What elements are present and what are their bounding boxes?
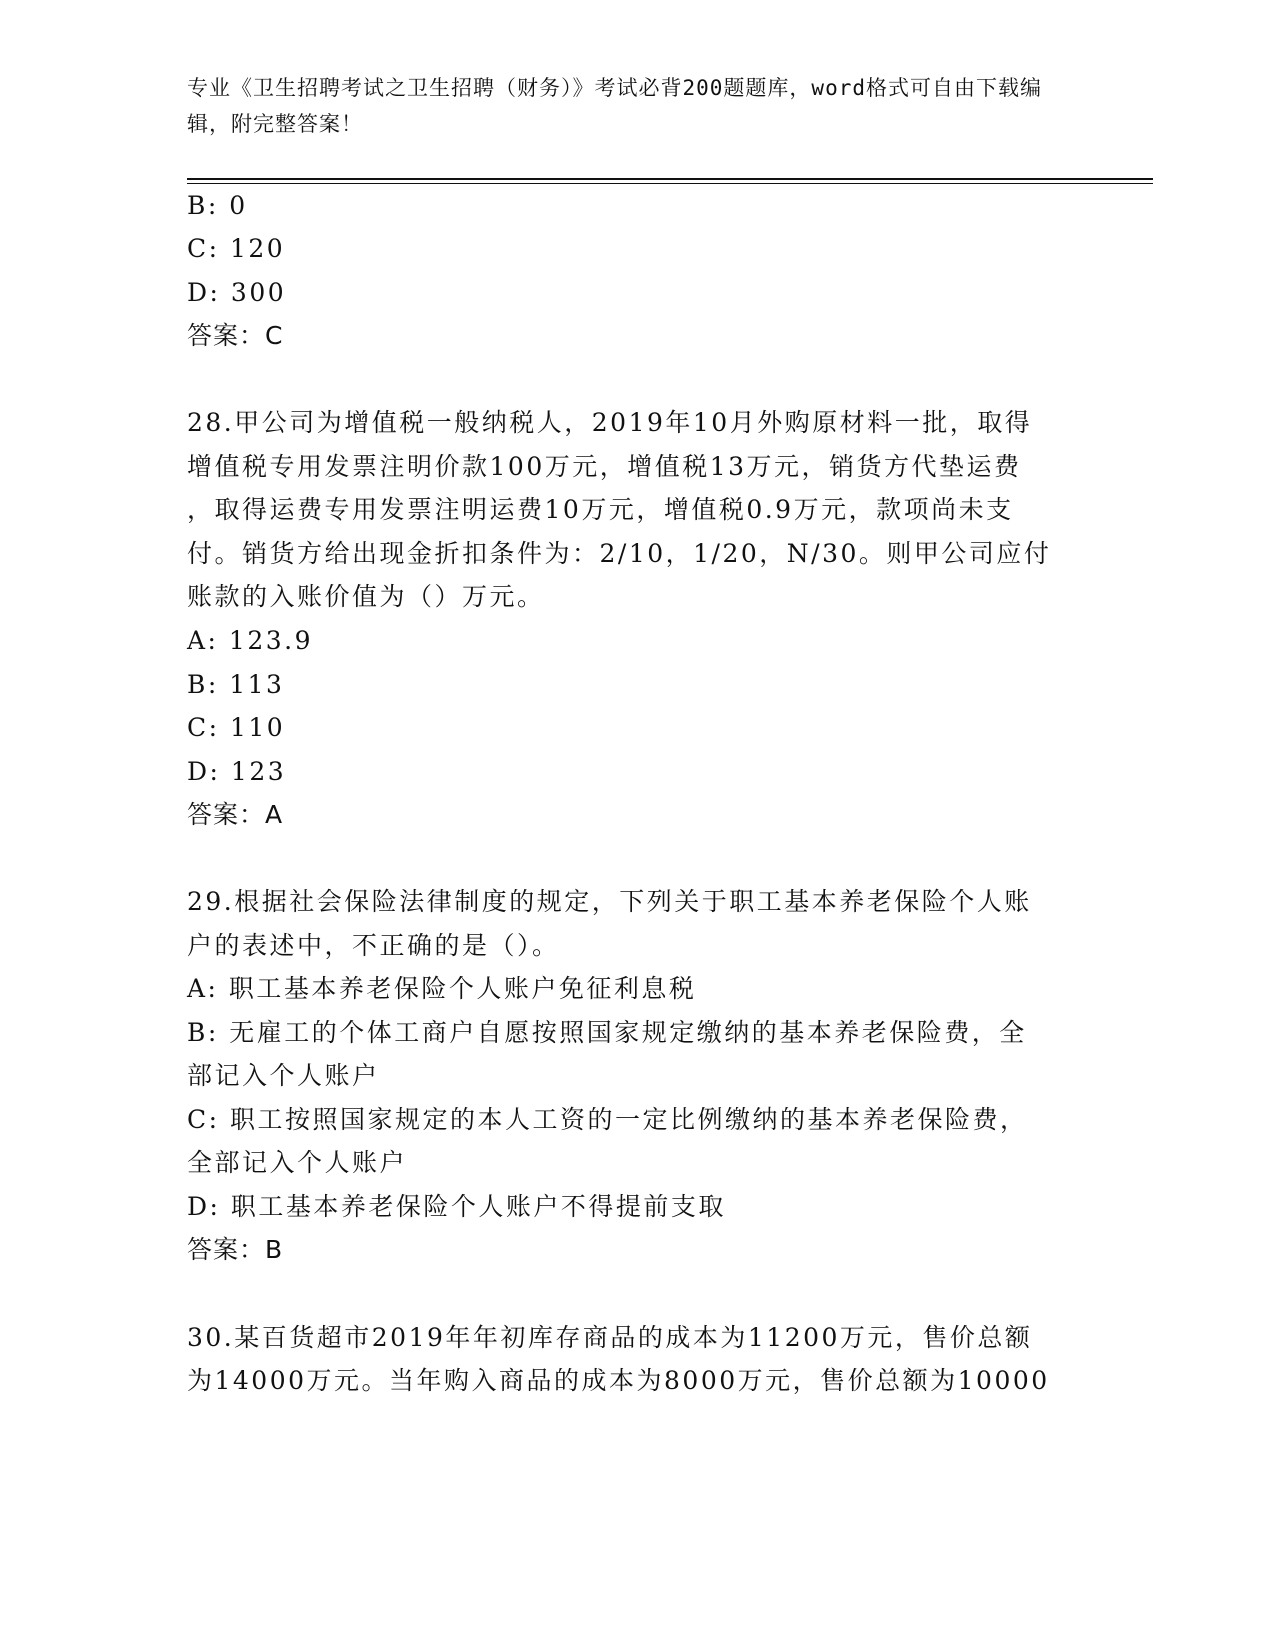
q29-answer: 答案：B: [187, 1235, 284, 1264]
q29-option-a: A: 职工基本养老保险个人账户免征利息税: [187, 974, 697, 1003]
q27-option-b: B: 0: [187, 191, 248, 220]
q28-option-c: C: 110: [187, 713, 286, 742]
q30-stem-line: 为14000万元。当年购入商品的成本为8000万元，售价总额为10000: [187, 1366, 1050, 1395]
header-divider-top: [187, 178, 1153, 180]
q28-stem-line: 账款的入账价值为（）万元。: [187, 582, 545, 611]
q27-option-d: D: 300: [187, 278, 287, 307]
q29-option-d: D: 职工基本养老保险个人账户不得提前支取: [187, 1192, 726, 1221]
q27-option-c: C: 120: [187, 234, 286, 263]
document-header: 专业《卫生招聘考试之卫生招聘（财务）》考试必背200题题库，word格式可自由下载编辑，附完整答案！: [187, 76, 1042, 136]
q29-stem-line: 户的表述中，不正确的是（）。: [187, 931, 560, 960]
q28-stem-line: 增值税专用发票注明价款100万元，增值税13万元，销货方代垫运费: [187, 452, 1022, 481]
header-divider-bottom: [187, 183, 1153, 184]
q28-option-a: A: 123.9: [187, 626, 313, 655]
q29-option-b-cont: 部记入个人账户: [187, 1061, 380, 1090]
q27-answer: 答案：C: [187, 321, 284, 350]
q28-stem-line: ，取得运费专用发票注明运费10万元，增值税0.9万元，款项尚未支: [187, 495, 1014, 524]
q29-option-b: B: 无雇工的个体工商户自愿按照国家规定缴纳的基本养老保险费，全: [187, 1018, 1027, 1047]
q29-stem-line: 29.根据社会保险法律制度的规定，下列关于职工基本养老保险个人账: [187, 887, 1032, 916]
q28-answer: 答案：A: [187, 800, 284, 829]
q29-option-c-cont: 全部记入个人账户: [187, 1148, 408, 1177]
q30-stem-line: 30.某百货超市2019年年初库存商品的成本为11200万元，售价总额: [187, 1323, 1033, 1352]
q28-stem-line: 28.甲公司为增值税一般纳税人，2019年10月外购原材料一批，取得: [187, 408, 1033, 437]
q28-stem-line: 付。销货方给出现金折扣条件为：2/10，1/20，N/30。则甲公司应付: [187, 539, 1052, 568]
q29-option-c: C: 职工按照国家规定的本人工资的一定比例缴纳的基本养老保险费，: [187, 1105, 1028, 1134]
q28-option-d: D: 123: [187, 757, 287, 786]
q28-option-b: B: 113: [187, 670, 285, 699]
